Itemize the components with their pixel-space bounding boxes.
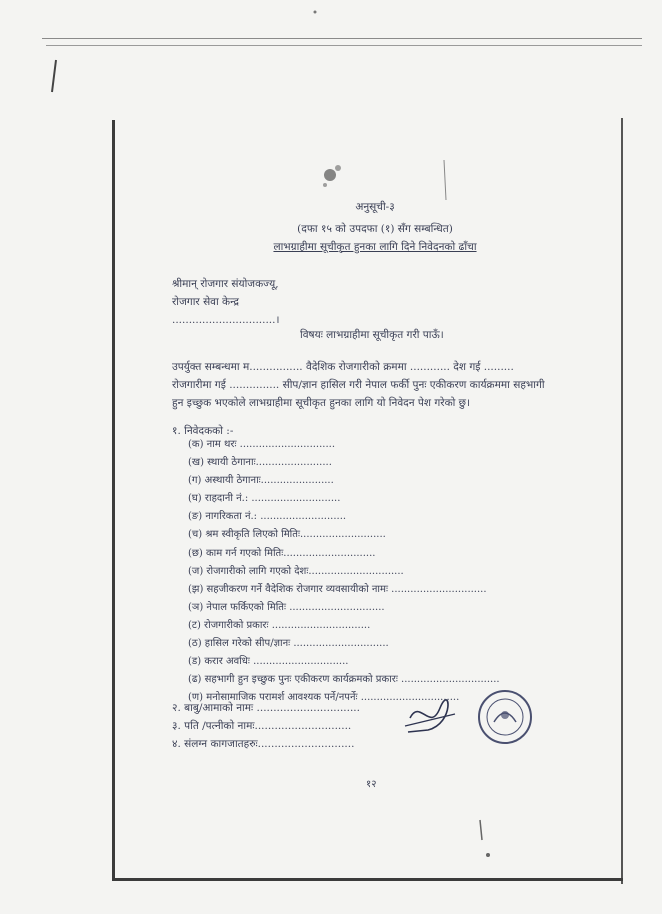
body-paragraph-line: हुन इच्छुक भएकोले लाभग्राहीमा सूचीकृत हुनका लागि यो निवेदन पेश गरेको छु।	[172, 397, 471, 409]
field-agency-name: (झ) सहजीकरण गर्ने वैदेशिक रोजगार व्यवसायीको नामः ..............................	[188, 583, 487, 595]
field-counseling-needed: (ण) मनोसामाजिक परामर्श आवश्यक पर्ने/नपर्नेः ...............................	[188, 692, 460, 704]
field-departure-date: (छ) काम गर्न गएको मितिः.............................	[188, 547, 376, 559]
addressee-office: रोजगार सेवा केन्द्र	[172, 296, 239, 308]
field-attachments: ४. संलग्न कागजातहरुः.............................	[172, 738, 355, 750]
clause-reference: (दफा १५ को उपदफा (१) सँग सम्बन्धित)	[297, 223, 453, 235]
field-spouse-name: ३. पति /पत्नीको नामः.............................	[172, 720, 352, 732]
official-seal	[470, 682, 540, 756]
schedule-label: अनुसूची-३	[355, 201, 395, 213]
subject-line: विषयः लाभग्राहीमा सूचीकृत गरी पाऊँ।	[300, 329, 444, 341]
addressee-location: ...............................।	[172, 314, 280, 326]
scan-edge-line	[46, 45, 642, 46]
addressee-line: श्रीमान् रोजगार संयोजकज्यू,	[172, 278, 279, 290]
field-temporary-address: (ग) अस्थायी ठेगानाः.......................	[188, 475, 334, 487]
field-reintegration-program: (ढ) सहभागी हुन इच्छुक पुनः एकीकरण कार्यक्रमको प्रकारः ...............................	[188, 674, 500, 686]
page-border-left	[112, 120, 115, 878]
applicant-section-heading: १. निवेदकको :-	[172, 425, 234, 437]
field-return-date: (ञ) नेपाल फर्किएको मितिः ..............................	[188, 601, 385, 613]
field-passport-number: (घ) राहदानी नं.: ............................	[188, 493, 341, 505]
signature-mark	[400, 688, 460, 742]
scan-edge-line	[42, 38, 642, 39]
field-citizenship-number: (ङ) नागरिकता नं.: ...........................	[188, 511, 347, 523]
field-employment-type: (ट) रोजगारीको प्रकारः ...............................	[188, 619, 371, 631]
field-parents-name: २. बाबु/आमाको नामः ...............................	[172, 702, 360, 714]
field-name: (क) नाम थरः ..............................	[188, 439, 336, 450]
field-labor-permit-date: (च) श्रम स्वीकृति लिएको मितिः...........................	[188, 529, 386, 541]
field-contract-period: (ड) करार अवधिः ..............................	[188, 656, 349, 668]
form-title: लाभग्राहीमा सूचीकृत हुनका लागि दिने निवेदनको ढाँचा	[273, 241, 477, 253]
field-permanent-address: (ख) स्थायी ठेगानाः........................	[188, 457, 332, 469]
applicant-fields-list	[188, 436, 500, 707]
body-paragraph-line: रोजगारीमा गई ............... सीप/ज्ञान हासिल गरी नेपाल फर्की पुनः एकीकरण कार्यक्रममा सहभागी	[172, 379, 545, 391]
page-border-bottom	[112, 878, 623, 881]
field-skills-acquired: (ठ) हासिल गरेको सीप/ज्ञानः ..............................	[188, 638, 389, 650]
page-number: १२	[366, 779, 377, 790]
page-border-right	[621, 118, 623, 884]
field-destination-country: (ज) रोजगारीको लागि गएको देशः..............................	[188, 565, 404, 577]
body-paragraph-line: उपर्युक्त सम्बन्धमा म................ वैदेशिक रोजगारीको क्रममा ............ देश गई .........	[172, 361, 514, 373]
